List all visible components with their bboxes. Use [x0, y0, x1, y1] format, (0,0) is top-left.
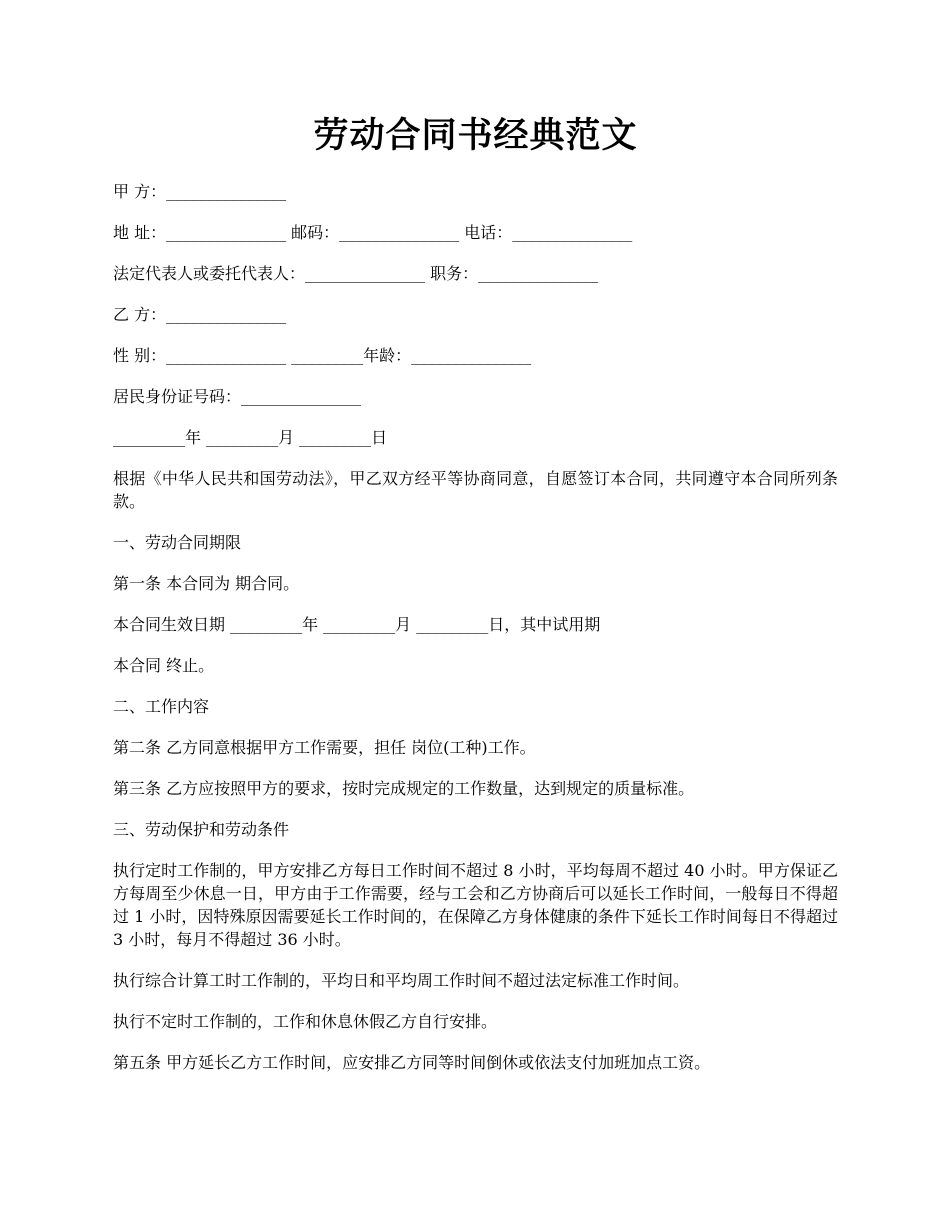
document-title: 劳动合同书经典范文: [313, 115, 638, 156]
section-heading-term: 一、劳动合同期限: [113, 533, 242, 552]
termination-line: 本合同 终止。: [113, 656, 215, 675]
id-number-line: 居民身份证号码：_______________: [113, 387, 362, 406]
section-heading-labor-protection: 三、劳动保护和劳动条件: [113, 820, 290, 839]
preamble-paragraph: 根据《中华人民共和国劳动法》，甲乙双方经平等协商同意，自愿签订本合同，共同遵守本合同所列条款。: [113, 469, 838, 511]
article-3: 第三条 乙方应按照甲方的要求，按时完成规定的工作数量，达到规定的质量标准。: [113, 779, 695, 798]
party-a-line: 甲 方：_______________: [113, 182, 287, 201]
article-5: 第五条 甲方延长乙方工作时间，应安排乙方同等时间倒休或依法支付加班加点工资。: [113, 1053, 711, 1072]
date-line: _________年 _________月 _________日: [113, 428, 388, 447]
working-hours-paragraph: 执行定时工作制的，甲方安排乙方每日工作时间不超过 8 小时，平均每周不超过 40 小时。甲方保证乙方每周至少休息一日，甲方由于工作需要，经与工会和乙方协商后可以延长工作时间，一般每日不得超过 1 小时，因特殊原因需要延长工作时间的，在保障乙方身体健康的条件下延长工作时间每日不得超过 3 小时，每月不得超过 36 小时。: [113, 861, 844, 949]
party-b-line: 乙 方：_______________: [113, 305, 287, 324]
article-1: 第一条 本合同为 期合同。: [113, 574, 300, 593]
section-heading-work-content: 二、工作内容: [113, 697, 210, 716]
legal-representative-line: 法定代表人或委托代表人：_______________ 职务：_______________: [113, 264, 599, 283]
effective-date-line: 本合同生效日期 _________年 _________月 _________日，其中试用期: [113, 615, 601, 634]
address-line: 地 址：_______________ 邮码：_______________ 电话：_______________: [113, 223, 633, 242]
comprehensive-hours-paragraph: 执行综合计算工时工作制的，平均日和平均周工作时间不超过法定标准工作时间。: [113, 971, 690, 990]
flexible-hours-paragraph: 执行不定时工作制的，工作和休息休假乙方自行安排。: [113, 1012, 498, 1031]
gender-age-line: 性 别：_______________ _________年龄：_______________: [113, 346, 532, 365]
article-2: 第二条 乙方同意根据甲方工作需要，担任 岗位(工种)工作。: [113, 738, 536, 757]
